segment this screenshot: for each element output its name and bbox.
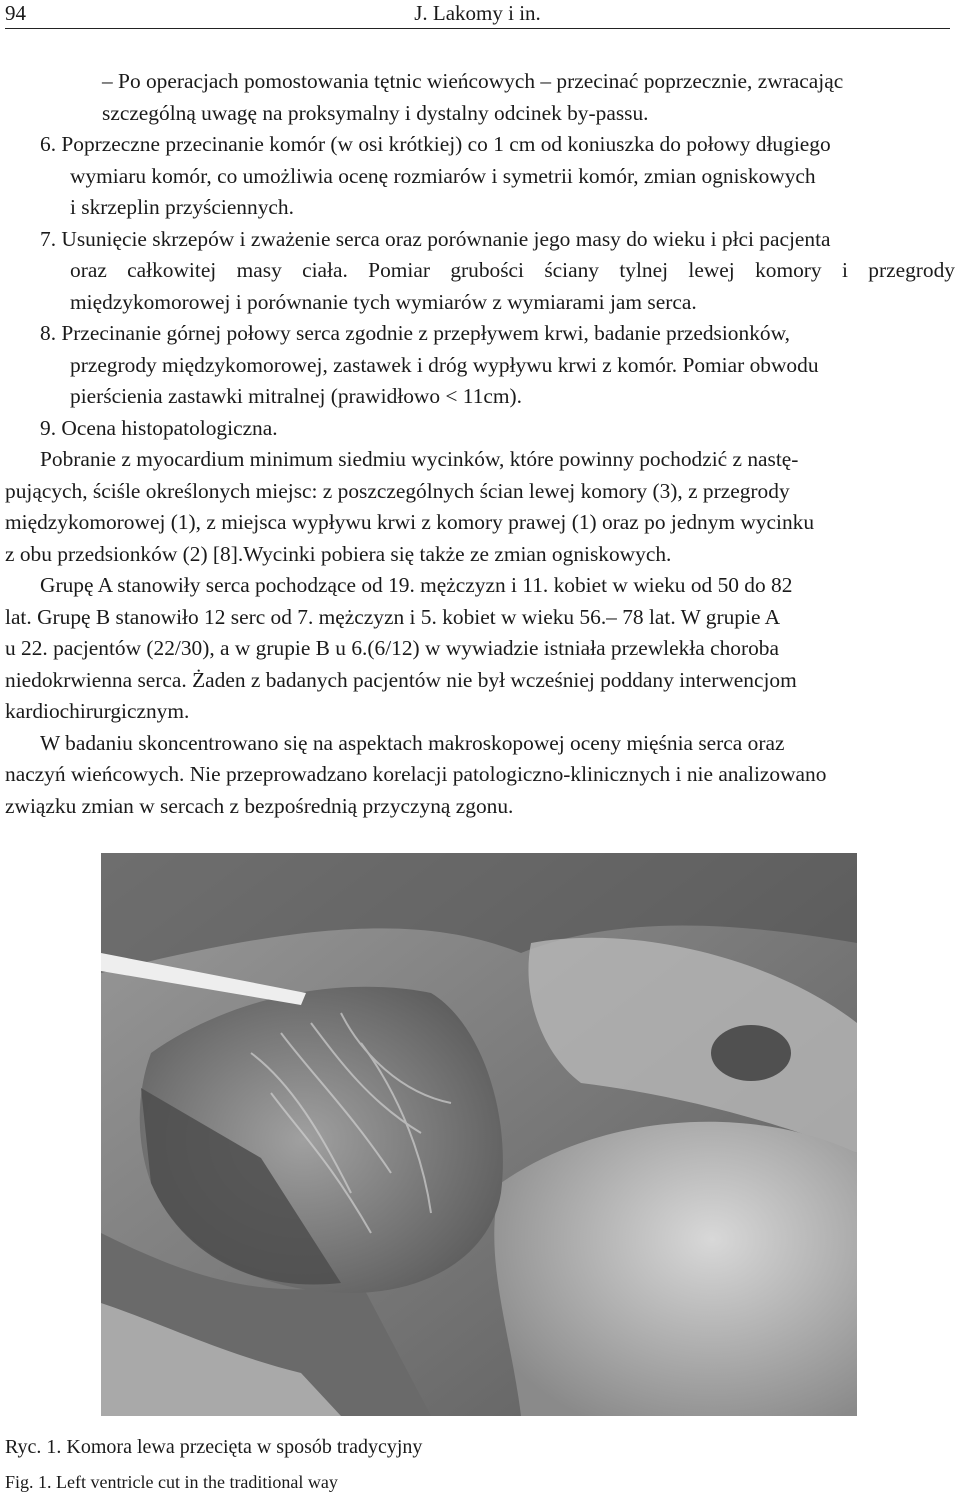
text-line: szczególną uwagę na proksymalny i dystalny odcinek by-passu. [102, 101, 649, 125]
text-line: Grupę A stanowiły serca pochodzące od 19. mężczyzn i 11. kobiet w wieku od 50 do 82 [40, 573, 793, 597]
text-line: i skrzeplin przyściennych. [70, 195, 294, 219]
figure-caption-pl: Ryc. 1. Komora lewa przecięta w sposób tradycyjny [5, 1436, 423, 1458]
text-line: pujących, ściśle określonych miejsc: z poszczególnych ścian lewej komory (3), z przegrody [5, 479, 790, 503]
text-line: W badaniu skoncentrowano się na aspektach makroskopowej oceny mięśnia serca oraz [40, 731, 785, 755]
text-line: Pobranie z myocardium minimum siedmiu wycinków, które powinny pochodzić z nastę- [40, 447, 799, 471]
text-line: kardiochirurgicznym. [5, 699, 190, 723]
text-line: pierścienia zastawki mitralnej (prawidłowo < 11cm). [70, 384, 523, 408]
text-line: wymiaru komór, co umożliwia ocenę rozmiarów i symetrii komór, zmian ogniskowych [70, 164, 816, 188]
running-title: J. Lakomy i in. [414, 1, 541, 25]
page-number: 94 [5, 1, 26, 25]
text-line: 9. Ocena histopatologiczna. [40, 416, 278, 440]
text-line: międzykomorowej i porównanie tych wymiarów z wymiarami jam serca. [70, 290, 697, 314]
text-line: naczyń wieńcowych. Nie przeprowadzano korelacji patologiczno-klinicznych i nie analizowano [5, 762, 827, 786]
text-line: u 22. pacjentów (22/30), a w grupie B u 6.(6/12) w wywiadzie istniała przewlekła choroba [5, 636, 779, 660]
text-line: oraz całkowitej masy ciała. Pomiar grubości ściany tylnej lewej komory i przegrody [70, 258, 955, 282]
text-line: przegrody międzykomorowej, zastawek i dróg wypływu krwi z komór. Pomiar obwodu [70, 353, 819, 377]
figure-caption-en: Fig. 1. Left ventricle cut in the traditional way [5, 1472, 338, 1492]
text-line: lat. Grupę B stanowiło 12 serc od 7. mężczyzn i 5. kobiet w wieku 56.– 78 lat. W grupie A [5, 605, 781, 629]
text-line: 6. Poprzeczne przecinanie komór (w osi krótkiej) co 1 cm od koniuszka do połowy długiego [40, 132, 831, 156]
text-line: z obu przedsionków (2) [8].Wycinki pobiera się także ze zmian ogniskowych. [5, 542, 672, 566]
text-line: związku zmian w sercach z bezpośrednią przyczyną zgonu. [5, 794, 514, 818]
text-line: 8. Przecinanie górnej połowy serca zgodnie z przepływem krwi, badanie przedsionków, [40, 321, 790, 345]
figure-photo [101, 853, 857, 1416]
page-header [5, 0, 950, 29]
text-line: – Po operacjach pomostowania tętnic wieńcowych – przecinać poprzecznie, zwracając [102, 69, 844, 93]
text-line: 7. Usunięcie skrzepów i zważenie serca oraz porównanie jego masy do wieku i płci pacjenta [40, 227, 831, 251]
text-line: międzykomorowej (1), z miejsca wypływu krwi z komory prawej (1) oraz po jednym wycinku [5, 510, 815, 534]
text-line: niedokrwienna serca. Żaden z badanych pacjentów nie był wcześniej poddany interwencjom [5, 668, 797, 692]
